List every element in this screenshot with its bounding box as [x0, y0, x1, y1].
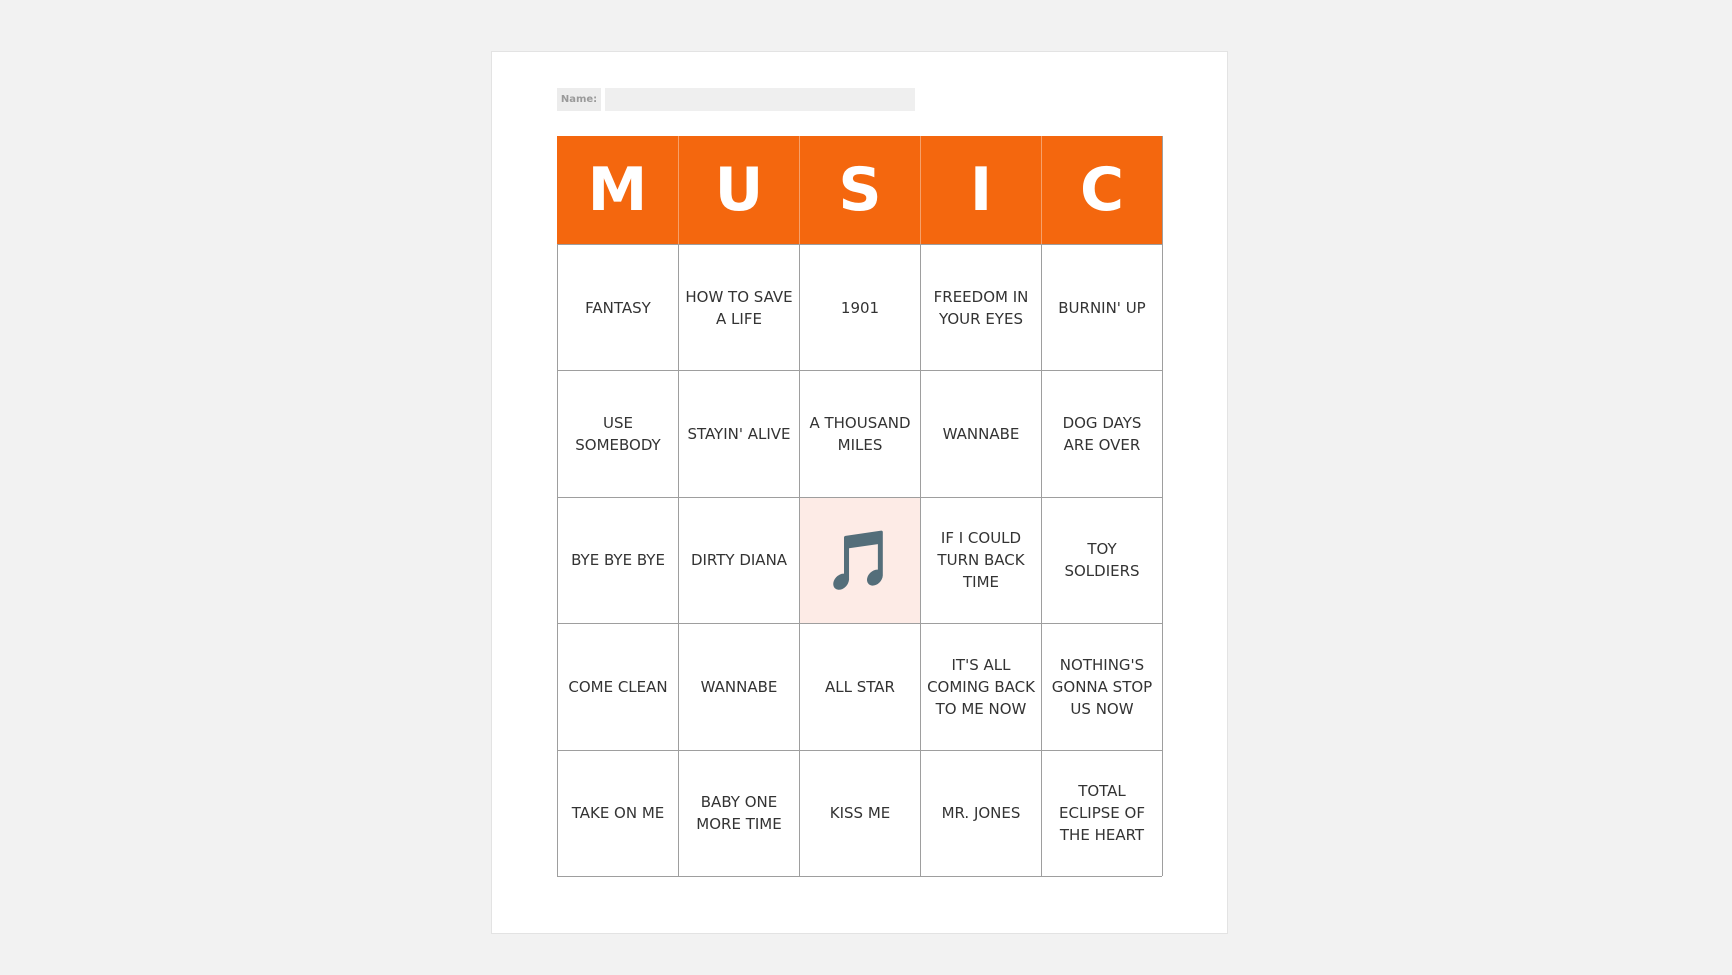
- name-field[interactable]: [605, 88, 915, 111]
- bingo-cell[interactable]: DIRTY DIANA: [679, 497, 800, 623]
- free-space-musical-notes-icon[interactable]: 🎵: [800, 497, 921, 623]
- bingo-cell[interactable]: TOTAL ECLIPSE OF THE HEART: [1042, 750, 1163, 876]
- bingo-cell[interactable]: ALL STAR: [800, 623, 921, 749]
- bingo-cell[interactable]: NOTHING'S GONNA STOP US NOW: [1042, 623, 1163, 749]
- header-letter-m: M: [557, 136, 678, 244]
- bingo-cell[interactable]: TAKE ON ME: [558, 750, 679, 876]
- bingo-cell[interactable]: USE SOMEBODY: [558, 370, 679, 496]
- bingo-header: [557, 136, 1163, 244]
- bingo-cell[interactable]: FREEDOM IN YOUR EYES: [921, 244, 1042, 370]
- bingo-cell[interactable]: STAYIN' ALIVE: [679, 370, 800, 496]
- bingo-cell[interactable]: TOY SOLDIERS: [1042, 497, 1163, 623]
- bingo-cell[interactable]: HOW TO SAVE A LIFE: [679, 244, 800, 370]
- bingo-cell[interactable]: FANTASY: [558, 244, 679, 370]
- header-letter-i: I: [920, 136, 1041, 244]
- bingo-sheet: [491, 51, 1228, 934]
- name-row: [557, 88, 915, 111]
- header-letter-s: S: [799, 136, 920, 244]
- bingo-cell[interactable]: IF I COULD TURN BACK TIME: [921, 497, 1042, 623]
- header-letter-u: U: [678, 136, 799, 244]
- bingo-cell[interactable]: A THOUSAND MILES: [800, 370, 921, 496]
- bingo-cell[interactable]: 1901: [800, 244, 921, 370]
- bingo-cell[interactable]: BURNIN' UP: [1042, 244, 1163, 370]
- header-letter-c: C: [1041, 136, 1162, 244]
- bingo-grid: [557, 244, 1162, 877]
- bingo-cell[interactable]: DOG DAYS ARE OVER: [1042, 370, 1163, 496]
- bingo-cell[interactable]: IT'S ALL COMING BACK TO ME NOW: [921, 623, 1042, 749]
- bingo-cell[interactable]: KISS ME: [800, 750, 921, 876]
- bingo-cell[interactable]: WANNABE: [921, 370, 1042, 496]
- name-label: Name:: [557, 88, 601, 111]
- bingo-cell[interactable]: WANNABE: [679, 623, 800, 749]
- bingo-cell[interactable]: MR. JONES: [921, 750, 1042, 876]
- bingo-cell[interactable]: BABY ONE MORE TIME: [679, 750, 800, 876]
- bingo-cell[interactable]: BYE BYE BYE: [558, 497, 679, 623]
- bingo-cell[interactable]: COME CLEAN: [558, 623, 679, 749]
